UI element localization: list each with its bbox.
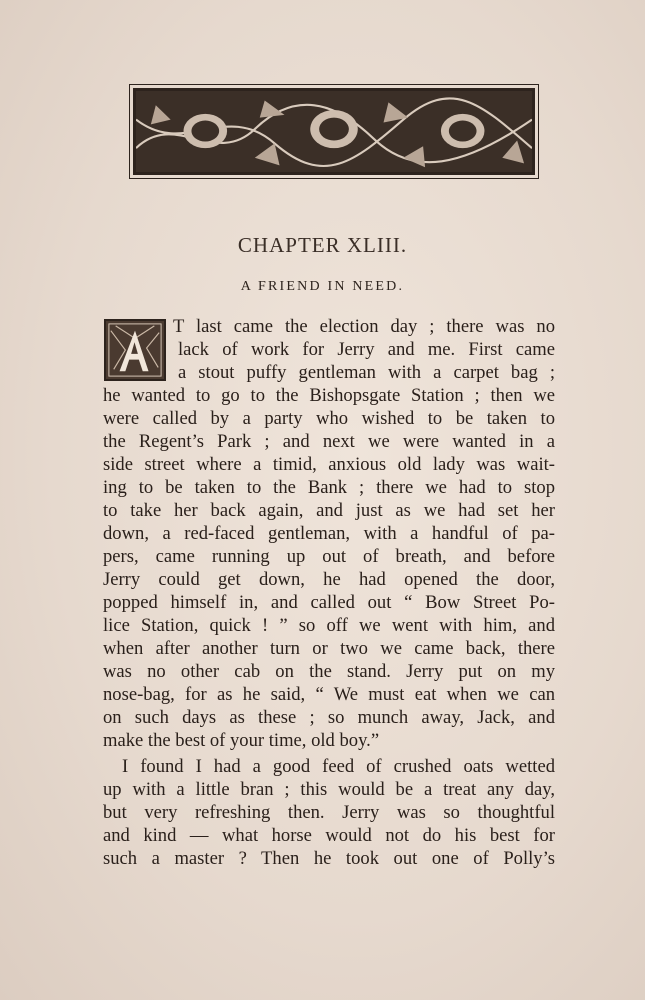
chapter-title: CHAPTER XLIII. bbox=[237, 233, 408, 257]
text-line: on such days as these ; so munch away, Jack, and bbox=[103, 707, 555, 728]
text-line: and kind — what horse would not do his best for bbox=[103, 825, 555, 846]
text-line: he wanted to go to the Bishopsgate Station ; then we bbox=[103, 385, 555, 406]
text-line: to take her back again, and just as we had set her bbox=[103, 500, 555, 521]
text-line: Jerry could get down, he had opened the door, bbox=[103, 569, 555, 590]
text-line: lice Station, quick ! ” so off we went with him, and bbox=[103, 615, 555, 636]
text-line: but very refreshing then. Jerry was so thoughtful bbox=[103, 802, 555, 823]
text-line: down, a red-faced gentleman, with a handful of pa- bbox=[103, 523, 555, 544]
text-line: pers, came running up out of breath, and before bbox=[103, 546, 555, 567]
text-line: up with a little bran ; this would be a treat any day, bbox=[103, 779, 555, 800]
text-line: were called by a party who wished to be taken to bbox=[103, 408, 555, 429]
decorative-drop-cap bbox=[104, 319, 166, 381]
ornamental-headpiece bbox=[133, 88, 535, 175]
chapter-subtitle: A FRIEND IN NEED. bbox=[240, 279, 405, 294]
text-line: when after another turn or two we came back, there bbox=[103, 638, 555, 659]
text-line: popped himself in, and called out “ Bow Street Po- bbox=[103, 592, 555, 613]
text-line: nose-bag, for as he said, “ We must eat when we can bbox=[103, 684, 555, 705]
text-line: was no other cab on the stand. Jerry put on my bbox=[103, 661, 555, 682]
text-line: make the best of your time, old boy.” bbox=[103, 730, 380, 751]
text-line: the Regent’s Park ; and next we were wanted in a bbox=[103, 431, 555, 452]
text-line: T last came the election day ; there was no bbox=[173, 316, 555, 337]
text-line: ing to be taken to the Bank ; there we had to stop bbox=[103, 477, 555, 498]
text-line: such a master ? Then he took out one of Polly’s bbox=[103, 848, 555, 869]
thistle-ornament-icon bbox=[136, 91, 532, 172]
drop-cap-letter-a-icon bbox=[106, 321, 164, 379]
text-line: lack of work for Jerry and me. First came bbox=[178, 339, 555, 360]
text-line: a stout puffy gentleman with a carpet bag ; bbox=[178, 362, 555, 383]
text-line: I found I had a good feed of crushed oats wetted bbox=[122, 756, 555, 777]
text-line: side street where a timid, anxious old lady was wait- bbox=[103, 454, 555, 475]
